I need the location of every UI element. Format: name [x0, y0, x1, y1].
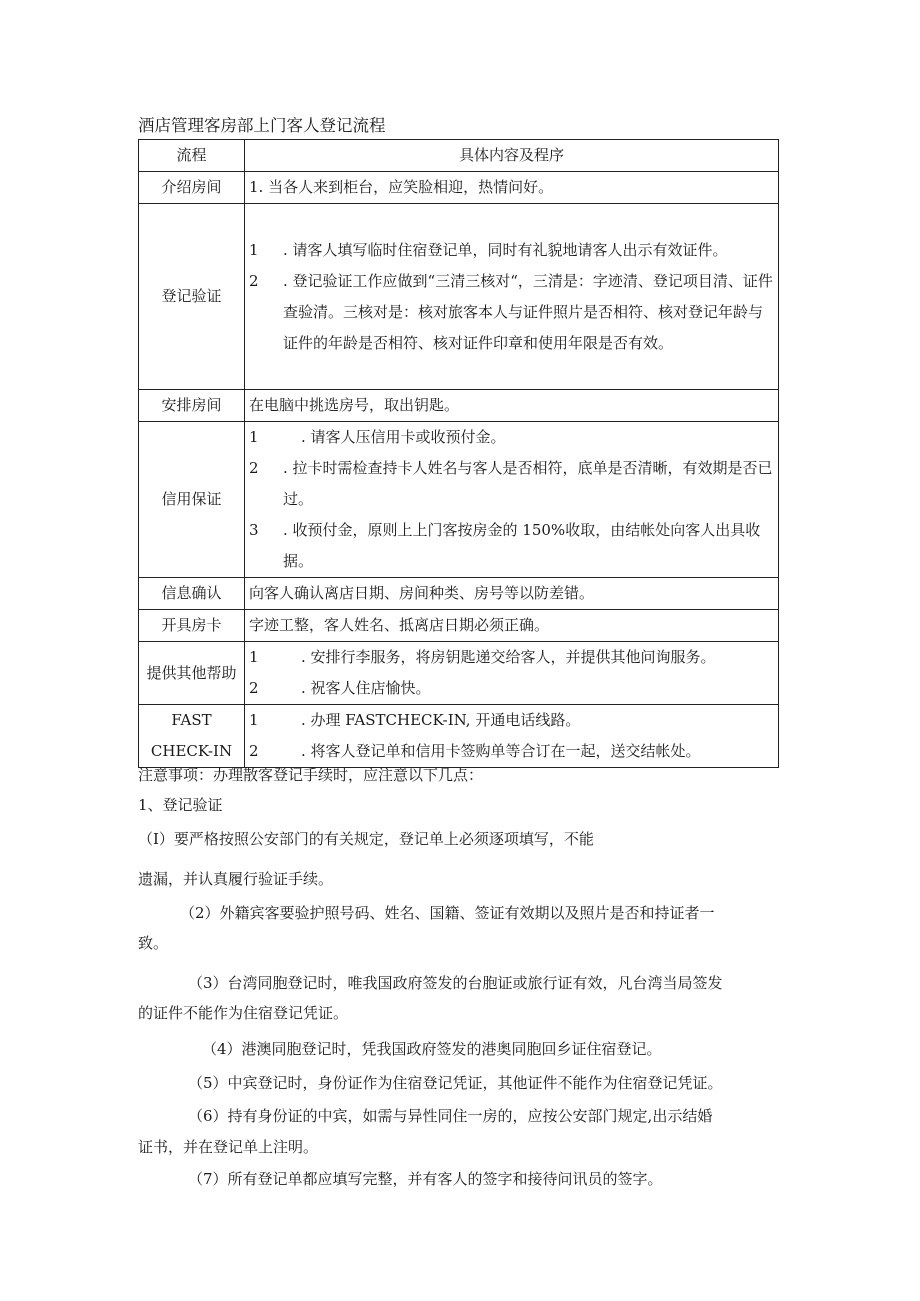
notes-heading: 1、登记验证 [138, 796, 223, 814]
note-paragraph: （I）要严格按照公安部门的有关规定，登记单上必须逐项填写，不能 [138, 830, 594, 848]
step-cell: 登记验证 [139, 204, 245, 390]
item-text: . 办理 FASTCHECK-IN, 开通电话线路。 [301, 711, 581, 729]
item-text: . 请客人填写临时住宿登记单，同时有礼貌地请客人出示有效证件。 [283, 240, 728, 259]
note-paragraph: 致。 [138, 934, 169, 952]
note-paragraph: 证书，并在登记单上注明。 [138, 1138, 319, 1156]
step-cell: 提供其他帮助 [139, 642, 245, 705]
content-cell [245, 642, 779, 705]
note-paragraph: （3）台湾同胞登记时，唯我国政府签发的台胞证或旅行证有效，凡台湾当局签发 [188, 974, 723, 992]
list-item [249, 705, 776, 736]
item-number: 2 [249, 742, 259, 760]
note-paragraph: 的证件不能作为住宿登记凭证。 [138, 1004, 349, 1022]
note-paragraph: （7）所有登记单都应填写完整，并有客人的签字和接待问讯员的签字。 [188, 1170, 663, 1188]
table-row [139, 610, 779, 642]
content-cell [245, 610, 779, 642]
list-item [249, 673, 776, 704]
note-paragraph: （2）外籍宾客要验护照号码、姓名、国籍、签证有效期以及照片是否和持证者一 [180, 904, 715, 922]
document-title: 酒店管理客房部上门客人登记流程 [138, 116, 386, 135]
step-cell: 信用保证 [139, 422, 245, 578]
content-cell [245, 705, 779, 768]
item-text: . 将客人登记单和信用卡签购单等合订在一起，送交结帐处。 [301, 742, 701, 760]
item-number: 1 [249, 648, 259, 666]
table-row [139, 578, 779, 610]
content-text: 1. 当各人来到柜台，应笑脸相迎，热情问好。 [249, 178, 554, 196]
item-text: . 拉卡时需检查持卡人姓名与客人是否相符，底单是否清晰，有效期是否已过。 [283, 459, 773, 508]
item-text: . 安排行李服务，将房钥匙递交给客人，并提供其他问询服务。 [301, 648, 716, 666]
step-cell: 安排房间 [139, 390, 245, 422]
list-item [249, 266, 776, 359]
item-text: . 祝客人住店愉快。 [301, 679, 431, 697]
item-text: . 登记验证工作应做到“三清三核对“，三清是：字迹清、登记项目清、证件查验清。三核对是：核对旅客本人与证件照片是否相符、核对登记年龄与证件的年龄是否相符、核对证件印章和使用年限是否有效。 [283, 271, 773, 352]
list-item [249, 235, 776, 266]
table-row [139, 204, 779, 390]
content-text: 在电脑中挑选房号，取出钥匙。 [249, 396, 460, 414]
list-item [249, 515, 776, 577]
step-cell: 信息确认 [139, 578, 245, 610]
content-text: 字迹工整，客人姓名、抵离店日期必须正确。 [249, 616, 550, 634]
list-item [249, 422, 776, 453]
step-cell: 介绍房间 [139, 172, 245, 204]
item-text: . 请客人压信用卡或收预付金。 [301, 428, 506, 446]
note-paragraph: （6）持有身份证的中宾，如需与异性同住一房的，应按公安部门规定,出示结婚 [188, 1107, 713, 1125]
list-item [249, 642, 776, 673]
content-cell [245, 204, 779, 390]
item-number: 2 [249, 679, 259, 697]
content-text: 向客人确认离店日期、房间种类、房号等以防差错。 [249, 584, 595, 602]
step-line: CHECK-IN [150, 742, 233, 760]
item-text: . 收预付金，原则上上门客按房金的 150%收取，由结帐处向客人出具收据。 [283, 521, 761, 570]
item-number: 2 [249, 271, 259, 290]
notes-section [138, 762, 798, 1196]
note-paragraph: （4）港澳同胞登记时，凭我国政府签发的港奥同胞回乡证住宿登记。 [202, 1040, 662, 1058]
table-row [139, 390, 779, 422]
table-row [139, 172, 779, 204]
table-row [139, 642, 779, 705]
content-cell [245, 422, 779, 578]
header-step: 流程 [139, 140, 245, 172]
step-cell [139, 705, 245, 768]
item-number: 1 [249, 711, 259, 729]
content-cell [245, 578, 779, 610]
item-number: 1 [249, 240, 259, 259]
header-content: 具体内容及程序 [245, 140, 779, 172]
table-row [139, 422, 779, 578]
table-header-row [139, 140, 779, 172]
item-number: 3 [249, 521, 259, 539]
notes-intro: 注意事项：办理散客登记手续时，应注意以下几点： [138, 766, 484, 784]
content-cell [245, 172, 779, 204]
note-paragraph: 遗漏，并认真履行验证手续。 [138, 870, 334, 888]
process-table [138, 139, 779, 768]
item-number: 1 [249, 428, 259, 446]
step-line: FAST [171, 711, 212, 729]
table-row [139, 705, 779, 768]
list-item [249, 453, 776, 515]
note-paragraph: （5）中宾登记时，身份证作为住宿登记凭证，其他证件不能作为住宿登记凭证。 [188, 1074, 723, 1092]
item-number: 2 [249, 459, 259, 477]
step-cell: 开具房卡 [139, 610, 245, 642]
content-cell [245, 390, 779, 422]
